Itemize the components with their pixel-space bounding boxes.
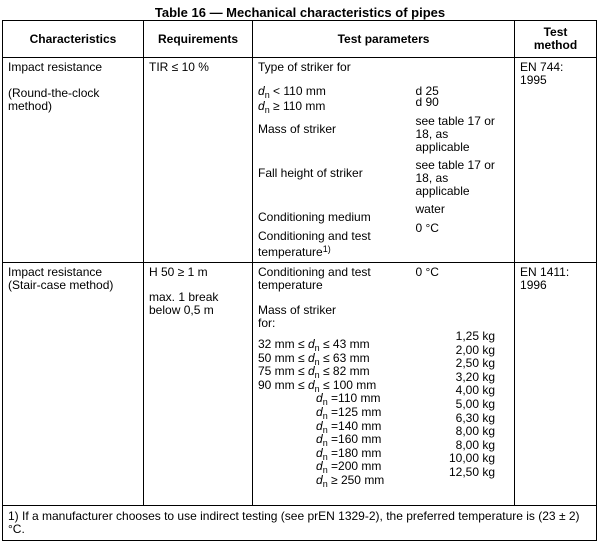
mass-value: 8,00 kg <box>455 424 496 439</box>
mass-value: 1,25 kg <box>455 329 496 343</box>
header-requirements: Requirements <box>144 21 253 58</box>
row1-char-line2: (Round-the-clock <box>8 86 100 100</box>
table-title: Table 16 — Mechanical characteristics of pipes <box>154 5 446 20</box>
row1-char-line1: Impact resistance <box>8 60 103 74</box>
row1-mass-value: see table 17 or 18, as applicable <box>415 114 495 154</box>
row1-fall-height: Fall height of striker <box>258 166 363 180</box>
diameter-range: $d_n \ge 250$ mm <box>316 472 385 489</box>
diameter-range: 75 mm ≤ $d_n \le 82$ mm <box>258 364 370 381</box>
row1-characteristic <box>3 58 144 263</box>
header-test-method-line1: Test <box>543 25 568 39</box>
mass-value: 5,00 kg <box>455 396 496 411</box>
table-row-round-the-clock <box>3 58 597 263</box>
row1-test-method: EN 744: 1995 <box>515 58 597 263</box>
header-test-parameters: Test parameters <box>253 21 515 58</box>
table-row-stair-case <box>3 263 597 506</box>
row1-parameter-values <box>411 58 515 263</box>
mass-value: 6,30 kg <box>455 410 496 425</box>
row1-medium-value: water <box>415 202 445 216</box>
row1-char-line3: method) <box>8 99 53 113</box>
mass-value: 4,00 kg <box>455 383 496 398</box>
mass-value: 8,00 kg <box>455 437 496 452</box>
row1-fall-value: see table 17 or 18, as applicable <box>415 158 495 198</box>
row2-mass-values <box>416 330 510 480</box>
header-row <box>3 21 597 58</box>
row1-conditioning-medium: Conditioning medium <box>258 210 371 224</box>
header-test-method <box>515 21 597 58</box>
row1-d90: d 90 <box>415 95 439 109</box>
diameter-range: $d_n =160$ mm <box>316 432 382 449</box>
diameter-range: $d_n =140$ mm <box>316 418 382 435</box>
mass-value: 2,00 kg <box>455 342 496 357</box>
mass-value: 3,20 kg <box>455 369 496 384</box>
row1-parameters <box>253 58 411 263</box>
footnote: 1) If a manufacturer chooses to use indirect testing (see prEN 1329-2), the preferred temperature is (23 ± 2) °C. <box>3 506 597 541</box>
mass-value: 2,50 kg <box>455 356 496 371</box>
row1-dn-lt-110: $d_n < 110$ mm <box>258 84 326 100</box>
diameter-range: 50 mm ≤ $d_n \le 63$ mm <box>258 350 370 367</box>
diameter-range: $d_n =110$ mm <box>316 391 381 408</box>
characteristics-table <box>2 20 597 541</box>
diameter-range: $d_n =180$ mm <box>316 445 382 462</box>
row2-diameter-ranges <box>258 338 406 488</box>
row1-dn-ge-110: $d_n \ge 110$ mm <box>258 99 326 115</box>
row2-test-method: EN 1411: 1996 <box>515 263 597 506</box>
footnote-row <box>3 506 597 541</box>
header-characteristics: Characteristics <box>3 21 144 58</box>
diameter-range: 90 mm ≤ $d_n \le 100$ mm <box>258 377 377 394</box>
row1-temp-value: 0 °C <box>415 221 439 235</box>
row1-type-of-striker: Type of striker for <box>258 60 351 74</box>
row2-parameters: Conditioning and test temperature Mass of striker for: 32 mm ≤ $d_n \le 43$ mm 50 mm ≤ $d_n \le 63$ mm 75 mm ≤ $d_n \le 82$ mm 90 mm ≤ $d_n \le 100$ mm $d_n =110$ mm $d_n =125$ mm $d_n =140$ mm $d_n =160$ mm $d_n =180$ mm $d_n =200$ mm $d_n \ge 250$ mm <box>253 263 411 506</box>
row1-requirement: TIR ≤ 10 % <box>144 58 253 263</box>
row1-conditioning-temp: Conditioning and test temperature$^{1)}$ <box>258 229 371 259</box>
row2-parameter-values: 0 °C 1,25 kg 2,00 kg 2,50 kg 3,20 kg 4,00 kg 5,00 kg 6,30 kg 8,00 kg 8,00 kg 10,00 kg 12,50 kg <box>411 263 515 506</box>
diameter-range: $d_n =125$ mm <box>316 404 382 421</box>
row2-characteristic: Impact resistance (Stair-case method) <box>3 263 144 506</box>
row2-requirement: H 50 ≥ 1 m max. 1 break below 0,5 m <box>144 263 253 506</box>
diameter-range: $d_n =200$ mm <box>316 459 382 476</box>
row1-mass-of-striker: Mass of striker <box>258 122 337 136</box>
mass-value: 12,50 kg <box>448 464 496 479</box>
diameter-range: 32 mm ≤ $d_n \le 43$ mm <box>258 337 370 353</box>
row1-d25: d 25 <box>415 84 439 98</box>
mass-value: 10,00 kg <box>448 451 496 466</box>
header-test-method-line2: method <box>533 38 578 52</box>
